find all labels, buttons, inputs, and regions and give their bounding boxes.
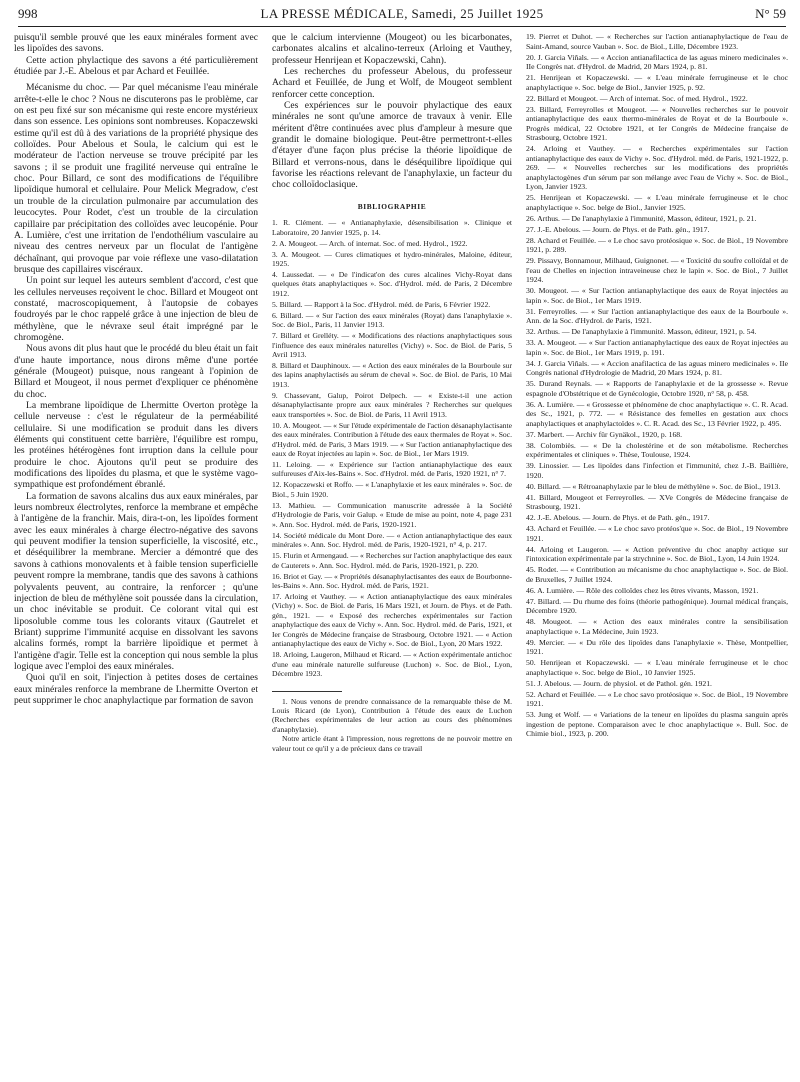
reference-item: 50. Henrijean et Kopaczewski. — « L'eau minérale ferrugineuse et le choc anaphylactique ». Soc. belge de Biol., 10 Janvier 1925. (526, 658, 788, 677)
reference-item: 48. Mougeot. — « Action des eaux minérales contre la sensibilisation anaphylactique ». La Médecine, Juin 1923. (526, 617, 788, 636)
reference-item: 53. Jung et Wolf. — « Variations de la teneur en lipoïdes du plasma sanguin après ingestion de peptone. Comparaison avec le choc anaphylactique ». Bull. Soc. de Chimie biol., 1923, p. 200. (526, 710, 788, 738)
reference-item: 29. Pissavy, Bonnamour, Milhaud, Guignonet. — « Toxicité du soufre colloïdal et de l'eau de Chelles en injection intraveineuse chez le lapin ». Soc. de Biol., 7 Juillet 1924. (526, 256, 788, 284)
reference-item: 25. Henrijean et Kopaczewski. — « L'eau minérale ferrugineuse et le choc anaphylactique ». Soc. belge de Biol., Janvier 1925. (526, 193, 788, 212)
reference-item: 31. Ferreyrolles. — « Sur l'action antianaphylactique des eaux de la Bourboule ». Ann. de la Soc. d'Hydrol. de Paris, 1921. (526, 306, 788, 325)
page-number: 998 (18, 6, 38, 21)
reference-item: 51. J. Abelous. — Journ. de physiol. et de Pathol. gén. 1921. (526, 678, 712, 688)
reference-item: 24. Arloing et Vauthey. — « Recherches expérimentales sur l'action antianaphylactique des eaux de Vichy ». Soc. d'Hydrol. méd. de Paris, 1921-1922, p. 269. — « Nouvelles recherches sur les modifications des propriétés anaphylactogènes d'un sérum par son mélange avec l'eau de Vichy ». Soc. de Biol., Lyon, Janvier 1923. (526, 144, 788, 191)
reference-item: 47. Billard. — Du rhume des foins (théorie pathogénique). Journal médical français, Décembre 1920. (526, 596, 788, 615)
reference-item: 21. Henrijean et Kopaczewski. — « L'eau minérale ferrugineuse et le choc anaphylactique ». Soc. belge de Biol., Janvier 1925, p. 92. (526, 73, 788, 92)
reference-item: 10. A. Mougeot. — « Sur l'étude expérimentale de l'action désanaphylactisante des eaux minérales. Contribution à l'étude des eaux thermales de Royat ». Soc. d'Hydrol. méd. de Paris, 3 Mars 1919. — « Sur l'action antianaphylactique des eaux de Royat injectées au lapin ». Soc. de Biol., 1er Mars 1919. (272, 420, 512, 459)
reference-item: 17. Arloing et Vauthey. — « Action antianaphylactique des eaux minérales (Vichy) ». Soc. de Biol. de Paris, 16 Mars 1921, et Journ. de Phys. et de Path. gén., 1921. — « Exposé des recherches expérimentales sur l'action anaphylactique des eaux de Vichy ». Ann. Soc. Hydrol. méd. de Paris, 1921, et Ier Congrès de Médecine française de Strasbourg, Octobre 1921. — « Action antianaphylactique des eaux de Vichy ». Soc. de Biol., Lyon, 20 Mars 1922. (272, 591, 512, 649)
reference-item: 28. Achard et Feuillée. — « Le choc savo protéosique ». Soc. de Biol., 19 Novembre 1921, p. 289. (526, 235, 788, 254)
reference-item: 32. Arthus. — De l'anaphylaxie à l'immunité. Masson, éditeur, 1921, p. 54. (526, 327, 757, 336)
paragraph: La membrane lipoïdique de Lhermitte Overton protège la cellule nerveuse : c'est le régulateur de la perméabilité cellulaire. Si une modification se produit dans les divers éléments qui constituent cette barrière, l'équilibre est rompu, les protéines hétérogènes font irruption dans la cellule pour produire le choc. Ajoutons qu'il peut se produire des modifications des lipoïdes du plasma, et que le système vago-sympathique est profondément ébranlé. (14, 400, 258, 491)
reference-list-1 (272, 218, 512, 678)
reference-item: 18. Arloing, Laugeron, Milhaud et Ricard. — « Action expérimentale antichoc d'une eau minérale naturelle sulfureuse (Luchon) ». Soc. de Biol., Lyon, Décembre 1923. (272, 650, 512, 679)
reference-item: 36. A. Lumière. — « Grossesse et phénomène de choc anaphylactique ». C. R. Acad. des Sc., 1921, p. 772. — « Résistance des femelles en gestation aux chocs anaphylactiques et anaphylactoïdes ». C. R. Acad. des Sc., 13 Février 1922, p. 495. (526, 399, 788, 428)
reference-list-2 (526, 32, 788, 739)
reference-item: 41. Billard, Mougeot et Ferreyrolles. — XVe Congrès de Médecine française de Strasbourg, 1921. (526, 492, 788, 511)
reference-item: 34. J. Garcia Viñals. — « Accion anafilactica de las aguas minero medicinales ». IIe Congrès national d'Hydrologie de Madrid, 20 Mars 1924, p. 81. (526, 358, 788, 377)
reference-item: 23. Billard, Ferreyrolles et Mougeot. — « Nouvelles recherches sur le pouvoir antianaphylactique des eaux thermo-minérales de Royat et de la Bourboule ». Progrès médical, 22 Octobre 1921, et Ier Congrès de Médecine française de Strasbourg, Octobre 1921. (526, 104, 788, 142)
reference-item: 30. Mougeot. — « Sur l'action antianaphylactique des eaux de Royat injectées au lapin ». Soc. de Biol., 1er Mars 1919. (526, 286, 788, 305)
paragraph: puisqu'il semble prouvé que les eaux minérales forment avec les lipoïdes des savons. (14, 32, 258, 55)
reference-item: 14. Société médicale du Mont Dore. — « Action antianaphylactique des eaux minérales ». Ann. Soc. Hydrol. méd. de Paris, 1920-1921, n° 4, p. 217. (272, 530, 512, 550)
reference-item: 43. Achard et Feuillée. — « Le choc savo protéos'que ». Soc. de Biol., 19 Novembre 1921. (526, 524, 788, 543)
reference-item: 5. Billard. — Rapport à la Soc. d'Hydrol. méd. de Paris, 6 Février 1922. (272, 299, 491, 309)
reference-item: 37. Marbert. — Archiv für Gynäkol., 1920, p. 168. (526, 429, 683, 439)
reference-item: 49. Mercier. — « Du rôle des lipoïdes dans l'anaphylaxie ». Thèse, Montpellier, 1921. (526, 637, 788, 656)
reference-item: 33. A. Mougeot. — « Sur l'action antianaphylactique des eaux de Royat injectées au lapin ». Soc. de Biol., 1er Mars 1919, p. 191. (526, 338, 788, 357)
paragraph: Ces expériences sur le pouvoir phylactique des eaux minérales ne sont qu'une amorce de travaux à venir. Elle méritent d'être continuées avec plus d'ampleur à mesure que grandit le domaine biologique. Peut-être permettront-t-elles d'étayer d'une façon plus précise la théorie lipoïdique de Billard et verrons-nous, dans le déséquilibre lipoïdique qui favorise les réactions relevant de l'anaphylaxie, un facteur du choc colloïdoclasique. (272, 100, 512, 191)
reference-item: 42. J.-E. Abelous. — Journ. de Phys. et de Path. gén., 1917. (526, 513, 710, 522)
journal-title: LA PRESSE MÉDICALE, Samedi, 25 Juillet 1925 (260, 6, 544, 21)
reference-item: 16. Briot et Gay. — « Propriétés désanaphylactisantes des eaux de Bourbonne-les-Bains ». Ann. Soc. Hydrol. méd. de Paris, 1921. (272, 571, 512, 590)
reference-item: 1. R. Clément. — « Antianaphylaxie, désensibilisation ». Clinique et Laboratoire, 20 Janvier 1925, p. 14. (272, 218, 512, 237)
issue-number: N° 59 (755, 6, 786, 21)
reference-item: 39. Linossier. — Les lipoïdes dans l'infection et l'immunité, chez J.-B. Baillière, 1920. (526, 461, 788, 480)
column-1 (14, 32, 258, 1072)
footnote-rule (272, 691, 342, 692)
reference-item: 11. Leloing. — « Expérience sur l'action antianaphylactique des eaux sulfureuses d'Aix-les-Bains ». Soc. d'Hydrol. méd. de Paris, 1920 1921, n° 7. (272, 460, 512, 479)
reference-item: 52. Achard et Feuillée. — « Le choc savo protéosique ». Soc. de Biol., 19 Novembre 1921. (526, 689, 788, 708)
footnote-text: 1. Nous venons de prendre connaissance de la remarquable thèse de M. Louis Ricard (de Lyon), Contribution à l'étude des eaux de Luchon (Recherches expérimentales de leur action au cours des phénomènes d'anaphylaxie). (272, 696, 512, 734)
reference-item: 20. J. Garcia Viñals. — « Accion antianafilactica de las aguas minero medicinales ». IIe Congrès nat. d'Hydrol. de Madrid, 20 Mars 1924, p. 81. (526, 52, 788, 71)
reference-item: 38. Colombiès. — « De la cholestérine et de son métabolisme. Recherches expérimentales et cliniques ». Thèse, Toulouse, 1924. (526, 440, 788, 459)
paragraph: Cette action phylactique des savons a été particulièrement étudiée par J.-E. Abelous et par Achard et Feuillée. (14, 54, 258, 78)
reference-item: 40. Billard. — « Rétroanaphylaxie par le bleu de méthylène ». Soc. de Biol., 1913. (526, 481, 781, 491)
paragraph: Les recherches du professeur Abelous, du professeur Achard et Feuillée, de Jung et Wolf, de Mougeot semblent renforcer cette conception. (272, 66, 512, 100)
bibliography-heading: BIBLIOGRAPHIE (357, 201, 427, 211)
column-3 (526, 32, 788, 1072)
header-rule (18, 26, 786, 27)
reference-item: 35. Durand Reynals. — « Rapports de l'anaphylaxie et de la grossesse ». Revue espagnole d'Obstétrique et de Gynécologie, Octobre 1920, n° 58, p. 458. (526, 379, 788, 398)
reference-item: 3. A. Mougeot. — Cures climatiques et hydro-minérales, Maloine, éditeur, 1925. (272, 249, 512, 268)
column-2 (272, 32, 512, 1072)
footnote (272, 697, 512, 753)
paragraph: La formation de savons alcalins dus aux eaux minérales, par leurs nombreux électrolytes, renforce la membrane et empêche à l'antigène de la franchir. Mais, dira-t-on, les lipoïdes forment avec les eaux minérales à charge électro-négative des savons qui peuvent modifier la tension superficielle, la viscosité, etc., et déséquilibrer la membrane. Mercier a démontré que des savons à cathions monovalents et à faible tension superficielle peuvent rompre la membrane, tandis que des savons à cathions polyvalents peuvent, au contraire, la renforcer ; qu'une injection de bleu de méthylène soit poussée dans la circulation, un choc inévitable se produit. Ce colorant vital qui est liposoluble comme tous les colorants vitaux (Gautrelet et Briant) supprime l'immunité acquise en dissolvant les savons alcalins formés, rompt la barrière lipoïdique et permet à l'antigène d'agir. Telle est la conception qui nous semble la plus logique avec l'emploi des eaux minérales. (14, 490, 258, 672)
reference-item: 19. Pierret et Duhot. — « Recherches sur l'action antianaphylactique de l'eau de Saint-Amand, source Vauban ». Soc. de Biol., Lille, Décembre 1923. (526, 32, 788, 51)
reference-item: 4. Laussedat. — « De l'indicat'on des cures alcalines Vichy-Royat dans quelques états anaphylactiques ». Soc. d'Hydrol. méd. de Paris, 2 Décembre 1912. (272, 269, 512, 298)
running-header (18, 6, 786, 24)
footnote-text: Notre article étant à l'impression, nous regrettons de ne pouvoir mettre en valeur tout ce qu'il y a de précieux dans ce travail (272, 734, 512, 753)
reference-item: 44. Arloing et Laugeron. — « Action préventive du choc anaphy actique sur l'intoxication expérimentale par la strychnine ». Soc. de Biol., Lyon, 14 Juin 1924. (526, 544, 788, 563)
reference-item: 12. Kopaczewski et Roffo. — « L'anaphylaxie et les eaux minérales ». Soc. de Biol., 5 Juin 1920. (272, 480, 512, 499)
reference-item: 26. Arthus. — De l'anaphylaxie à l'immunité, Masson, éditeur, 1921, p. 21. (526, 213, 757, 223)
reference-item: 9. Chassevant, Galup, Poirot Delpech. — « Existe-t-il une action désanaphylactisante propre aux eaux minérales ? Recherches sur quelques eaux transportées ». Soc. de Biol. de Paris, 11 Avril 1913. (272, 390, 512, 419)
reference-item: 45. Rodet. — « Contribution au mécanisme du choc anaphylactique ». Soc. de Biol. de Bruxelles, 7 Juillet 1924. (526, 565, 788, 584)
reference-item: 2. A. Mougeot. — Arch. of internat. Soc. of med. Hydrol., 1922. (272, 238, 468, 248)
reference-item: 6. Billard. — « Sur l'action des eaux minérales (Royat) dans l'anaphylaxie ». Soc. de Biol., Paris, 11 Janvier 1913. (272, 310, 512, 330)
reference-item: 22. Billard et Mougeot. — Arch of internat. Soc. of med. Hydrol., 1922. (526, 93, 748, 103)
reference-item: 27. J.-E. Abelous. — Journ. de Phys. et de Path. gén., 1917. (526, 224, 710, 234)
reference-item: 8. Billard et Dauphinoux. — « Action des eaux minérales de la Bourboule sur des lapins anaphylactisés au sérum de cheval ». Soc. de Biol. de Paris, 10 Mai 1913. (272, 361, 512, 389)
reference-item: 13. Mathieu. — Communication manuscrite adressée à la Société d'Hydrologie de Paris, voir Galup. « Etude de mise au point, note 4, page 231 ». Ann. Soc. Hydrol. méd. de Paris, 1920-1921. (272, 500, 512, 529)
paragraph: Un point sur lequel les auteurs semblent d'accord, c'est que les cellules nerveuses reçoivent le choc. Billard et Mougeot ont constaté, macroscopiquement, à l'autopsie de cobayes foudroyés par le choc rappelé grâce à une injection de bleu de méthylène, que le névraxe seul était imprégné par le chromogène. (14, 275, 258, 343)
reference-item: 15. Flurin et Armengaud. — « Recherches sur l'action anaphylactique des eaux de Cauterets ». Ann. Soc. Hydrol. méd. de Paris, 1920-1921, p. 220. (272, 551, 512, 570)
paragraph: Nous avons dit plus haut que le procédé du bleu était un fait d'une haute importance, nous dirons même d'une portée générale (Mougeot) puisque, nous rangeant à l'opinion de Billard et Mougeot, il nous permet d'expliquer ce phénomène du choc. (14, 343, 258, 400)
paragraph: Mécanisme du choc. — Par quel mécanisme l'eau minérale arrête-t-elle le choc ? Nous ne discuterons pas le problème, car on est peu fixé sur son mécanisme qui reste encore mystérieux dans son essence. Les opinions sont nombreuses. Kopaczewski estime qu'il est dû à des variations de la propriété physique des colloïdes. Pour Abelous et Soula, le calcium qui est le modérateur de l'action nerveuse se trouve précipité par les savons ; il se produit une fragilité nerveuse qui entraîne le choc. Pour Billard, ce sont des modifications de l'équilibre lipoïdique humoral et cellulaire. Pour Melick Megradow, c'est un trouble de la circulation pulmonaire par accumulation des leucocytes. Pour Rodet, c'est un trouble de la circulation capillaire par précipitation des colloïdes avec leucopénie. Pour A. Lumière, c'est une irritation de l'endothélium vasculaire au niveau des centres nerveux par un floculat de l'antigène déchaînant, qui provoque par voie réflexe une vaso-dilatation brusque des capillaires viscéraux. (14, 82, 258, 275)
paragraph: Quoi qu'il en soit, l'injection à petites doses de certaines eaux minérales renforce la membrane de Lhermitte Overton et peut supprimer le choc anaphylactique par formation de savon (14, 672, 258, 706)
reference-item: 46. A. Lumière. — Rôle des colloïdes chez les êtres vivants, Masson, 1921. (526, 585, 759, 595)
reference-item: 7. Billard et Grelléty. — « Modifications des réactions anaphylactiques sous l'influence des eaux minérales naturelles (Vichy) ». Soc. de Biol. de Paris, 5 Avril 1913. (272, 331, 512, 360)
paragraph: que le calcium intervienne (Mougeot) ou les bicarbonates, carbonates alcalins et alcalino-terreux (Arloing et Vauthey, professeur Henrijean et Kopaczewski, Cahn). (272, 32, 512, 66)
